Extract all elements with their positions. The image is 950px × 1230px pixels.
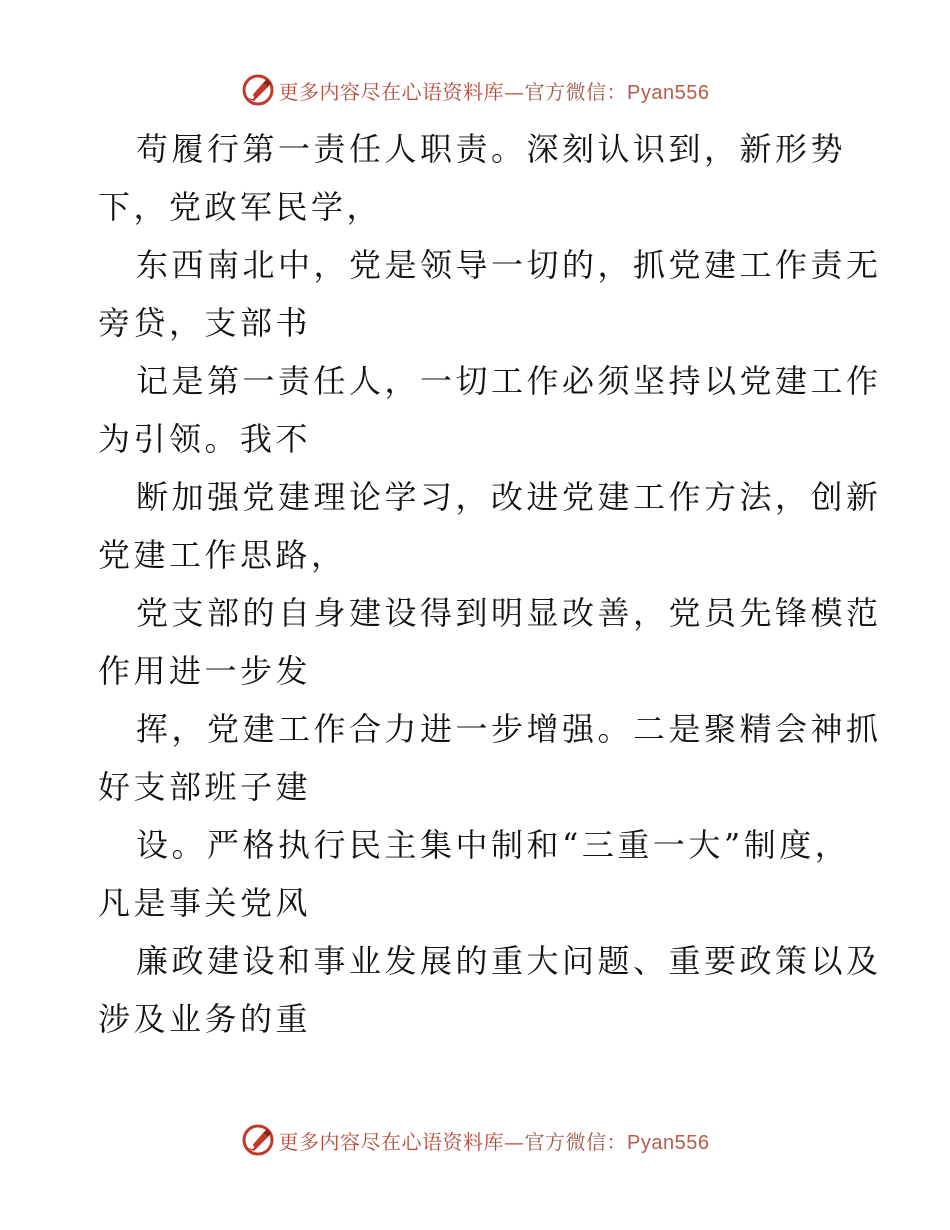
body-line: 挥，党建工作合力进一步增强。二是聚精会神抓 (136, 710, 882, 748)
ink-pen-logo-icon (241, 73, 275, 107)
header-banner-text (279, 76, 710, 105)
body-line: 断加强党建理论学习，改进党建工作方法，创新 (136, 478, 882, 516)
body-line: 好支部班子建 (98, 768, 312, 806)
footer-separator: — (504, 1129, 525, 1154)
body-line: 苟履行第一责任人职责。深刻认识到，新形势 (136, 130, 847, 168)
body-line: 党支部的自身建设得到明显改善，党员先锋模范 (136, 594, 882, 632)
body-line: 设。严格执行民主集中制和“三重一大”制度， (136, 826, 851, 864)
document-body (98, 120, 882, 1048)
footer-banner (0, 1120, 950, 1160)
header-separator: — (504, 79, 525, 104)
body-line: 廉政建设和事业发展的重大问题、重要政策以及 (136, 942, 882, 980)
footer-banner-text (279, 1126, 710, 1155)
header-wechat-label: 官方微信： (524, 79, 628, 104)
body-line: 为引领。我不 (98, 420, 312, 458)
body-line: 记是第一责任人，一切工作必须坚持以党建工作 (136, 362, 882, 400)
header-wechat-id: Pyan556 (627, 81, 710, 104)
header-banner (0, 70, 950, 110)
body-line: 凡是事关党风 (98, 884, 312, 922)
footer-wechat-label: 官方微信： (524, 1129, 628, 1154)
body-line: 涉及业务的重 (98, 1000, 312, 1038)
body-line: 旁贷，支部书 (98, 304, 312, 342)
body-line: 作用进一步发 (98, 652, 312, 690)
header-brand: 更多内容尽在心语资料库 (278, 79, 505, 104)
body-line: 东西南北中，党是领导一切的，抓党建工作责无 (136, 246, 882, 284)
body-line: 党建工作思路， (98, 536, 347, 574)
footer-brand: 更多内容尽在心语资料库 (278, 1129, 505, 1154)
ink-pen-logo-icon (241, 1123, 275, 1157)
footer-wechat-id: Pyan556 (627, 1131, 710, 1154)
body-line: 下，党政军民学， (98, 188, 383, 226)
